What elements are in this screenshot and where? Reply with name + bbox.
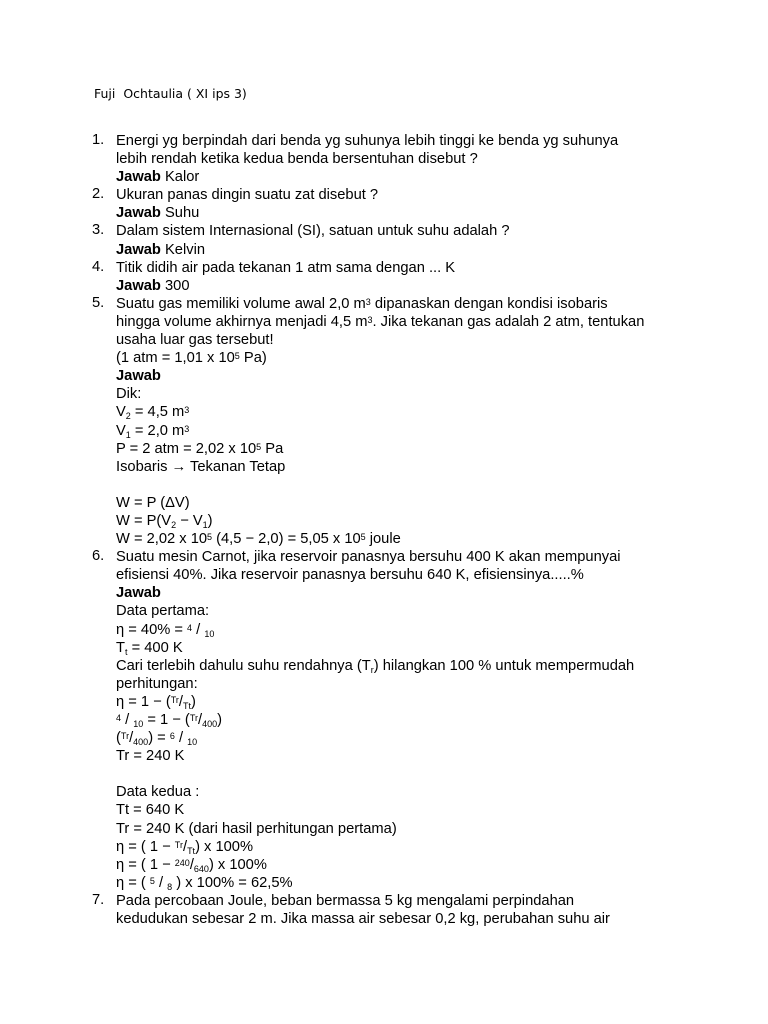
answer-value: Kalor: [165, 169, 200, 186]
question-item-7: [92, 892, 692, 928]
answer-label: Jawab: [116, 169, 161, 186]
question-text: Suatu gas memiliki volume awal 2,0 $m^3$ dipanaskan dengan kondisi isobaris: [116, 295, 608, 312]
equation-line: η = ( $1 - ^{240}/_{640}$) x 100%: [116, 856, 267, 874]
answer-value: Suhu: [165, 205, 200, 222]
question-number: 5.: [92, 294, 105, 311]
answer-label: Jawab: [116, 368, 161, 385]
blank-line: [116, 765, 692, 783]
equation-line: Tt = 640 K: [116, 802, 185, 819]
equation-line: $(^{Tr}/_{400}) = ^6 / _{10}$: [116, 730, 198, 748]
equation-line: $\eta = 1 - (^{Tr}/_{Tt})$: [116, 693, 196, 711]
equation-line: W = P (ΔV): [116, 494, 190, 511]
question-number: 3.: [92, 222, 105, 239]
equation-line: η = 40% = $^4$ / $_{10}$: [116, 621, 215, 639]
equation-line: Tr = 240 K: [116, 748, 185, 765]
question-text: Ukuran panas dingin suatu zat disebut ?: [116, 187, 379, 204]
section-label: Data kedua :: [116, 784, 200, 801]
equation-line: Isobaris → Tekanan Tetap: [116, 458, 286, 475]
equation-line: $V_2 = 4,5$ $m^3$: [116, 404, 190, 422]
explanation-text: perhitungan:: [116, 675, 198, 692]
question-text: Dalam sistem Internasional (SI), satuan untuk suhu adalah ?: [116, 223, 510, 240]
answer-line: [116, 168, 692, 186]
question-number: 7.: [92, 891, 105, 908]
question-list: [92, 132, 692, 928]
question-item-2: [92, 186, 692, 222]
answer-label: Jawab: [116, 277, 161, 294]
explanation-text: Cari terlebih dahulu suhu rendahnya $(T_r)$ hilangkan 100 % untuk mempermudah: [116, 657, 635, 675]
equation-line: $V_1 = 2,0$ $m^3$: [116, 422, 190, 440]
answer-line: [116, 241, 692, 259]
question-text: lebih rendah ketika kedua benda bersentuhan disebut ?: [116, 151, 478, 168]
question-text: efisiensi 40%. Jika reservoir panasnya bersuhu 640 K, efisiensinya.....%: [116, 567, 584, 584]
question-item-3: [92, 222, 692, 258]
student-name-header: Fuji Ochtaulia ( XI ips 3): [94, 86, 247, 101]
given-label: Dik:: [116, 386, 142, 403]
question-item-5: [92, 295, 692, 548]
answer-line: [116, 204, 692, 222]
equation-line: η = ( $^5$ / $_8$ ) x 100% = 62,5%: [116, 874, 293, 892]
equation-line: Tr = 240 K (dari hasil perhitungan pertama): [116, 820, 397, 837]
answer-value: Kelvin: [165, 241, 206, 258]
equation-line: P = 2 atm = 2,02 x $10^5$ Pa: [116, 440, 284, 457]
question-text: (1 atm = 1,01 x $10^5$ Pa): [116, 350, 267, 367]
equation-line: $W = P(V_2 - V_1)$: [116, 512, 213, 530]
section-label: Data pertama:: [116, 603, 210, 620]
question-number: 1.: [92, 132, 105, 148]
question-text: Titik didih air pada tekanan 1 atm sama dengan ... K: [116, 259, 456, 276]
blank-line: [116, 476, 692, 494]
question-number: 2.: [92, 186, 105, 203]
answer-value: 300: [165, 277, 190, 294]
question-number: 6.: [92, 548, 105, 565]
question-text: Suatu mesin Carnot, jika reservoir panasnya bersuhu 400 K akan mempunyai: [116, 549, 621, 566]
question-item-4: [92, 259, 692, 295]
question-item-1: [92, 132, 692, 186]
equation-line: $T_t = 400$ K: [116, 639, 183, 657]
equation-line: η = ( $1 - ^{Tr}/_{Tt}$) x 100%: [116, 838, 254, 856]
answer-label: Jawab: [116, 241, 161, 258]
question-number: 4.: [92, 258, 105, 275]
equation-line: $^4 / _{10} = 1 - (^{Tr}/_{400})$: [116, 712, 223, 729]
equation-line: W = 2,02 x $10^5$ (4,5 − 2,0) = 5,05 x $10^5$ joule: [116, 531, 401, 548]
question-text: usaha luar gas tersebut!: [116, 332, 274, 349]
question-text: hingga volume akhirnya menjadi 4,5 $m^3$. Jika tekanan gas adalah 2 atm, tentukan: [116, 313, 645, 330]
question-text: kedudukan sebesar 2 m. Jika massa air sebesar 0,2 kg, perubahan suhu air: [116, 911, 610, 928]
answer-line: [116, 277, 692, 295]
question-text: Pada percobaan Joule, beban bermassa 5 kg mengalami perpindahan: [116, 892, 575, 909]
question-item-6: [92, 548, 692, 892]
answer-label: Jawab: [116, 585, 161, 602]
question-text: Energi yg berpindah dari benda yg suhunya lebih tinggi ke benda yg suhunya: [116, 133, 619, 149]
answer-label: Jawab: [116, 205, 161, 222]
